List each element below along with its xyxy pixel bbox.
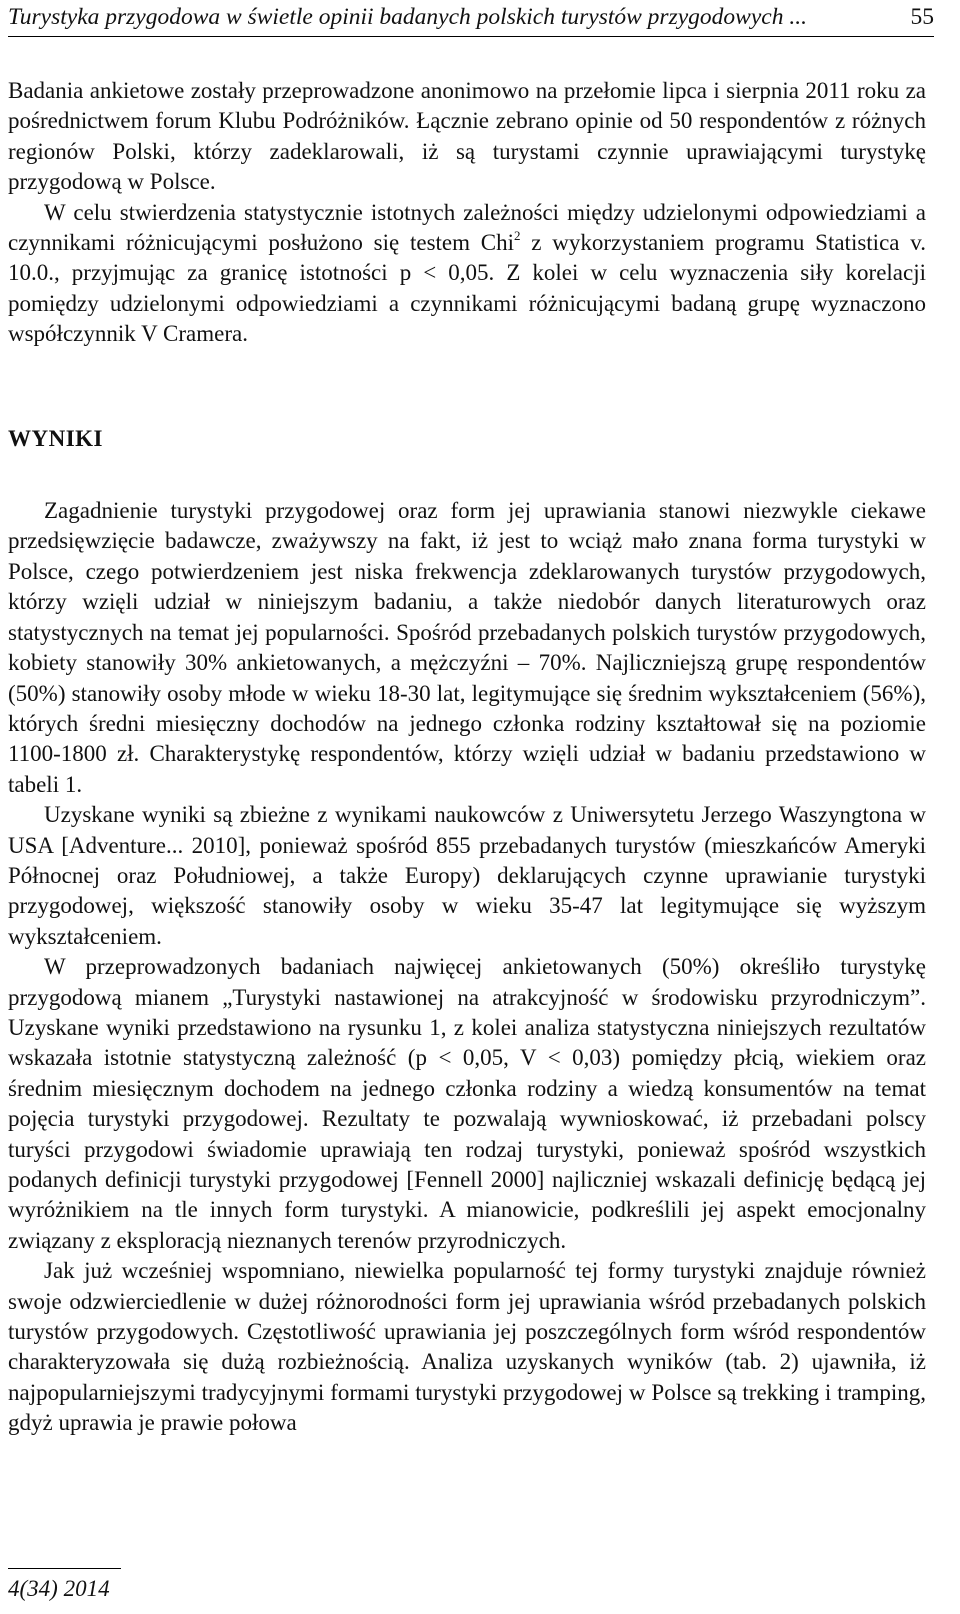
running-footer bbox=[0, 1568, 960, 1614]
paragraph-results-2: Uzyskane wyniki są zbieżne z wynikami naukowców z Uniwersytetu Jerzego Waszyngtona w USA [Adventure... 2010], ponieważ spośród 855 przebadanych turystów (mieszkańców Ameryki Północnej oraz Południowej, a także Europy) deklarujących czynne uprawianie turystyki przygodowej, większość stanowiły osoby w wieku 35-47 lat legitymujące się wyższym wykształceniem. bbox=[8, 802, 926, 949]
running-header-title: Turystyka przygodowa w świetle opinii badanych polskich turystów przygodowych ... bbox=[8, 4, 807, 30]
body-text bbox=[8, 76, 926, 1439]
paragraph-methods-intro: Badania ankietowe zostały przeprowadzone anonimowo na przełomie lipca i sierpnia 2011 roku za pośrednictwem forum Klubu Podróżników. Łącznie zebrano opinie od 50 respondentów z różnych regionów Polski, którzy zadeklarowali, iż są turystami czynnie uprawiającymi turystykę przygodową w Polsce. bbox=[8, 78, 926, 195]
section-heading-results: WYNIKI bbox=[8, 425, 104, 451]
chi-text-before: W celu stwierdzenia statystycznie istotnych zależności między udzielonymi odpowiedziami a czynnikami różnicującymi posłużono się testem Chi bbox=[8, 199, 926, 256]
paragraph-results-4: Jak już wcześniej wspomniano, niewielka popularność tej formy turystyki znajduje również swoje odzwierciedlenie w dużej różnorodności form jej uprawiania wśród przebadanych polskich turystów przygodowych. Częstotliwość uprawiania jej poszczególnych form wśród respondentów charakteryzowała się dużą rozbieżnością. Analiza uzyskanych wyników (tab. 2) ujawniła, iż najpopularniejszymi tradycyjnymi formami turystyki przygodowej w Polsce są trekking i tramping, gdyż uprawia je prawie połowa bbox=[8, 1258, 926, 1436]
issue-label: 4(34) 2014 bbox=[8, 1576, 110, 1601]
paragraph-results-1: Zagadnienie turystyki przygodowej oraz form jej uprawiania stanowi niezwykle ciekawe przedsięwzięcie badawcze, zważywszy na fakt, iż jest to wciąż mało znana forma turystyki w Polsce, czego potwierdzeniem jest niska frekwencja zdeklarowanych turystów przygodowych, którzy wzięli udział w niniejszym badaniu, a także niedobór danych literaturowych oraz statystycznych na temat jej popularności. Spośród przebadanych polskich turystów przygodowych, kobiety stanowiły 30% ankietowanych, a mężczyźni – 70%. Najliczniejszą grupę respondentów (50%) stanowiły osoby młode w wieku 18-30 lat, legitymujące się średnim wykształceniem (56%), których średni miesięczny dochodów na jednego członka rodziny kształtował się na poziomie 1100-1800 zł. Charakterystykę respondentów, którzy wzięli udział w badaniu przedstawiono w tabeli 1. bbox=[8, 498, 926, 797]
chi-superscript: 2 bbox=[514, 228, 521, 244]
paragraph-results-3: W przeprowadzonych badaniach najwięcej ankietowanych (50%) określiło turystykę przygodową mianem „Turystyki nastawionej na atrakcyjność w środowisku przyrodniczym”. Uzyskane wyniki przedstawiono na rysunku 1, z kolei analiza statystyczna niniejszych rezultatów wskazała istotnie statystyczną zależność (p < 0,05, V < 0,03) pomiędzy płcią, wiekiem oraz średnim miesięcznym dochodem na jednego członka rodziny a wiedzą konsumentów na temat pojęcia turystyki przygodowej. Rezultaty te pozwalają wywnioskować, iż przebadani polscy turyści przygodowi świadomie uprawiają ten rodzaj turystyki, ponieważ spośród wszystkich podanych definicji turystyki przygodowej [Fennell 2000] najliczniej wskazali definicję będącą jej wyróżnikiem na tle innych form turystyki. A mianowicie, podkreślili jej aspekt emocjonalny związany z eksploracją nieznanych terenów przyrodniczych. bbox=[8, 954, 926, 1253]
running-header bbox=[8, 2, 934, 37]
footer-rule bbox=[8, 1568, 121, 1569]
paragraph-methods-statistics bbox=[8, 198, 926, 350]
chi-text-after: z wykorzystaniem programu Statistica v. 10.0., przyjmując za granicę istotności p < 0,05. Z kolei w celu wyznaczenia siły korelacji pomiędzy udzielonymi odpowiedziami a czynnikami różnicującymi badaną grupę wyznaczono współczynnik V Cramera. bbox=[8, 230, 926, 347]
page-number: 55 bbox=[910, 4, 934, 30]
